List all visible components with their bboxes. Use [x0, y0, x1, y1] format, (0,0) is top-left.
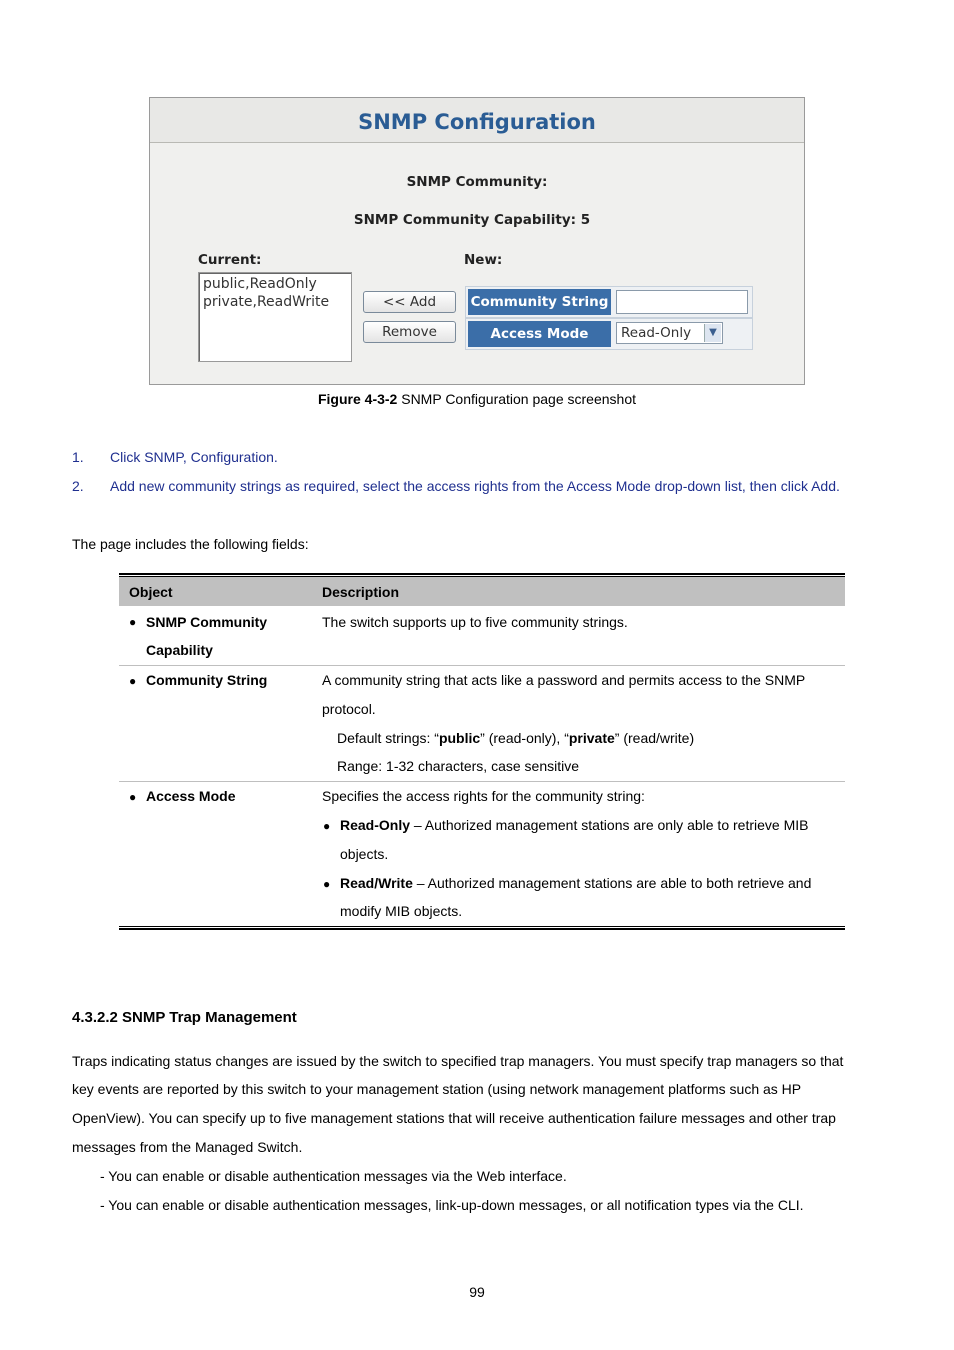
page-number: 99 — [469, 1284, 485, 1300]
description-text: The switch supports up to five community strings. — [322, 614, 628, 630]
text: Read/Write — [340, 875, 413, 891]
remove-button[interactable]: Remove — [363, 321, 456, 343]
table-bottom-rule-thin — [119, 926, 845, 927]
step-number: 2. — [72, 478, 84, 494]
figure-number: Figure 4-3-2 — [317, 391, 398, 407]
bullet-icon: ● — [323, 877, 331, 891]
table-bottom-rule — [119, 928, 845, 930]
figure-caption-text: SNMP Configuration page screenshot — [397, 391, 636, 407]
table-row — [0, 607, 954, 665]
screenshot-title: SNMP Configuration — [358, 110, 596, 134]
snmp-community-label: SNMP Community: — [406, 174, 548, 190]
description-text: protocol. — [322, 701, 376, 717]
range-text: Range: 1-32 characters, case sensitive — [337, 758, 580, 774]
capability-label: SNMP Community Capability: 5 — [353, 212, 591, 228]
bullet-icon: ● — [129, 790, 137, 804]
read-write-text — [340, 875, 811, 891]
bullet-icon: ● — [129, 615, 137, 629]
default-strings — [337, 730, 694, 746]
access-mode-value: Read-Only — [621, 325, 692, 341]
chevron-down-icon[interactable]: ▼ — [704, 324, 721, 342]
read-only-text — [340, 817, 808, 833]
object-name — [146, 608, 267, 664]
read-only-text-cont: objects. — [340, 846, 389, 862]
section-paragraph-line: key events are reported by this switch to your management station (using network management platforms such as HP — [72, 1081, 802, 1097]
section-bullet: - You can enable or disable authentication messages via the Web interface. — [100, 1168, 567, 1184]
text: private — [568, 730, 615, 746]
text: ” (read-only), “ — [480, 730, 569, 746]
current-label: Current: — [198, 252, 262, 268]
current-community-list[interactable] — [198, 272, 352, 362]
bullet-icon: ● — [129, 674, 137, 688]
table-row — [0, 782, 954, 926]
object-name: Community String — [146, 672, 268, 688]
section-paragraph-line: messages from the Managed Switch. — [72, 1139, 303, 1155]
step-text: Click SNMP, Configuration. — [110, 449, 278, 465]
section-heading: 4.3.2.2 SNMP Trap Management — [72, 1009, 297, 1026]
access-mode-select[interactable] — [616, 322, 723, 344]
text: Default strings: “ — [337, 730, 439, 746]
header-object: Object — [129, 584, 173, 600]
bullet-icon: ● — [323, 819, 331, 833]
object-name: Access Mode — [146, 788, 236, 804]
header-description: Description — [322, 584, 400, 600]
table-header — [119, 577, 845, 606]
list-item[interactable]: private,ReadWrite — [203, 294, 330, 310]
community-string-input[interactable] — [616, 290, 748, 314]
text: ” (read/write) — [614, 730, 695, 746]
figure-caption — [0, 391, 954, 407]
access-mode-label: Access Mode — [468, 321, 611, 347]
table-row — [0, 666, 954, 781]
list-item[interactable]: public,ReadOnly — [203, 276, 317, 292]
description-text: A community string that acts like a password and permits access to the SNMP — [322, 672, 806, 688]
screenshot-header — [150, 98, 804, 143]
section-paragraph-line: Traps indicating status changes are issued by the switch to specified trap managers. You must specify trap managers so that — [72, 1053, 844, 1069]
read-write-text-cont: modify MIB objects. — [340, 903, 463, 919]
community-string-label: Community String — [468, 289, 611, 315]
step-text: Add new community strings as required, select the access rights from the Access Mode drop-down list, then click Add. — [110, 478, 840, 494]
text: public — [438, 730, 481, 746]
description-text: Specifies the access rights for the community string: — [322, 788, 645, 804]
intro-text: The page includes the following fields: — [72, 536, 309, 552]
snmp-config-screenshot — [149, 97, 805, 385]
add-button[interactable]: << Add — [363, 291, 456, 313]
text: – Authorized management stations are able to both retrieve and — [412, 875, 812, 891]
section-bullet: - You can enable or disable authentication messages, link-up-down messages, or all notification types via the CLI. — [100, 1197, 804, 1213]
section-paragraph-line: OpenView). You can specify up to five management stations that will receive authentication failure messages and other trap — [72, 1110, 836, 1126]
object-line: SNMP Community — [146, 614, 268, 630]
text: Read-Only — [340, 817, 411, 833]
table-top-rule — [119, 573, 845, 575]
new-label: New: — [464, 252, 503, 268]
object-line: Capability — [146, 642, 213, 658]
step-number: 1. — [72, 449, 84, 465]
text: – Authorized management stations are only able to retrieve MIB — [410, 817, 809, 833]
